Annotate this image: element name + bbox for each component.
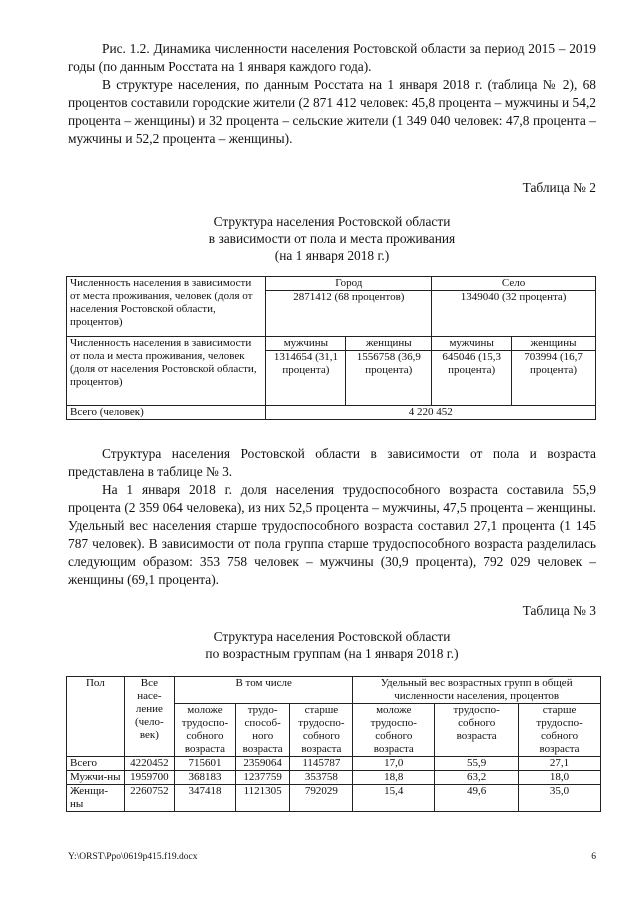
table2-city-men: 1314654 (31,1 процента) <box>266 351 346 406</box>
row-working-pct: 63,2 <box>435 771 519 785</box>
row-label: Мужчи-ны <box>67 771 125 785</box>
table3-header-young: моложе трудоспо-собного возраста <box>175 704 236 757</box>
row-older: 353758 <box>290 771 353 785</box>
table2-number: Таблица № 2 <box>522 180 596 195</box>
table2-total-label: Всего (человек) <box>67 406 266 420</box>
table3-header-including: В том числе <box>175 677 353 704</box>
table3-header-working-pct: трудоспо-собного возраста <box>435 704 519 757</box>
table3-number: Таблица № 3 <box>522 603 596 618</box>
row-total: 4220452 <box>124 757 174 771</box>
table2-village-value: 1349040 (32 процента) <box>432 291 596 337</box>
table3-header-share: Удельный вес возрастных групп в общей численности населения, процентов <box>353 677 601 704</box>
table3-title: Структура населения Ростовской области по возрастным группам (на 1 января 2018 г.) <box>205 629 459 661</box>
row-working-pct: 49,6 <box>435 785 519 812</box>
table3-header-older: старше трудоспо-собного возраста <box>290 704 353 757</box>
footer-file-path: Y:\ORST\Ppo\0619p415.f19.docx <box>68 852 198 862</box>
row-young: 368183 <box>175 771 236 785</box>
table3-header-sex: Пол <box>67 677 125 757</box>
table3-header-total: Все насе-ление (чело-век) <box>124 677 174 757</box>
paragraph-urban-rural: В структуре населения, по данным Росстата на 1 января 2018 г. (таблица № 2), 68 процентов составили городские жители (2 871 412 человек: 45,8 процента – мужчины и 54,2 процента – женщины) и 32 процента – сельские жители (1 349 040 человек: 47,8 процента – мужчины и 52,2 процента – женщины). <box>68 77 596 146</box>
table2 <box>66 276 596 420</box>
table-row <box>67 771 601 785</box>
row-label: Женщи-ны <box>67 785 125 812</box>
table2-city-header: Город <box>266 277 432 291</box>
table3-header-older-pct: старше трудоспо-собного возраста <box>519 704 601 757</box>
figure-caption: Рис. 1.2. Динамика численности населения Ростовской области за период 2015 – 2019 годы (по данным Росстата на 1 января каждого года). <box>68 41 596 74</box>
row-young: 347418 <box>175 785 236 812</box>
row-label: Всего <box>67 757 125 771</box>
table3-header-young-pct: моложе трудоспо-собного возраста <box>353 704 435 757</box>
paragraph-table3-intro: Структура населения Ростовской области в зависимости от пола и возраста представлена в таблице № 3. <box>68 446 596 479</box>
table2-row1-label: Численность населения в зависимости от места проживания, человек (доля от населения Ростовской области, процентов) <box>67 277 266 337</box>
row-working: 1237759 <box>235 771 290 785</box>
table3 <box>66 676 601 812</box>
table2-city-women: 1556758 (36,9 процента) <box>346 351 432 406</box>
row-young-pct: 18,8 <box>353 771 435 785</box>
row-older-pct: 35,0 <box>519 785 601 812</box>
table2-city-women-header: женщины <box>346 337 432 351</box>
table2-city-men-header: мужчины <box>266 337 346 351</box>
table2-city-value: 2871412 (68 процентов) <box>266 291 432 337</box>
table3-header-working: трудо-способ-ного возраста <box>235 704 290 757</box>
row-total: 1959700 <box>124 771 174 785</box>
row-young: 715601 <box>175 757 236 771</box>
row-working-pct: 55,9 <box>435 757 519 771</box>
table-row <box>67 757 601 771</box>
row-working: 2359064 <box>235 757 290 771</box>
row-total: 2260752 <box>124 785 174 812</box>
row-working: 1121305 <box>235 785 290 812</box>
row-young-pct: 17,0 <box>353 757 435 771</box>
row-older: 792029 <box>290 785 353 812</box>
row-older-pct: 18,0 <box>519 771 601 785</box>
table2-village-header: Село <box>432 277 596 291</box>
table2-village-men-header: мужчины <box>432 337 512 351</box>
paragraph-working-age: На 1 января 2018 г. доля населения трудоспособного возраста составила 55,9 процента (2 359 064 человека), из них 52,5 процента – мужчины, 47,5 процента – женщины. Удельный вес населения старше трудоспособного возраста составил 27,1 процента (1 145 787 человек). В зависимости от пола группа старше трудоспособного возраста разделилась следующим образом: 353 758 человек – мужчины (30,9 процента), 792 029 человек – женщины (69,1 процента). <box>68 482 596 587</box>
table2-village-women: 703994 (16,7 процента) <box>512 351 596 406</box>
table-row <box>67 785 601 812</box>
table2-total-value: 4 220 452 <box>266 406 596 420</box>
row-older-pct: 27,1 <box>519 757 601 771</box>
row-young-pct: 15,4 <box>353 785 435 812</box>
table2-title: Структура населения Ростовской области в зависимости от пола и места проживания (на 1 января 2018 г.) <box>208 214 456 263</box>
table2-row2-label: Численность населения в зависимости от пола и места проживания, человек (доля от населения Ростовской области, процентов) <box>67 337 266 406</box>
row-older: 1145787 <box>290 757 353 771</box>
footer-page-number: 6 <box>591 852 596 862</box>
table2-village-men: 645046 (15,3 процента) <box>432 351 512 406</box>
table2-village-women-header: женщины <box>512 337 596 351</box>
